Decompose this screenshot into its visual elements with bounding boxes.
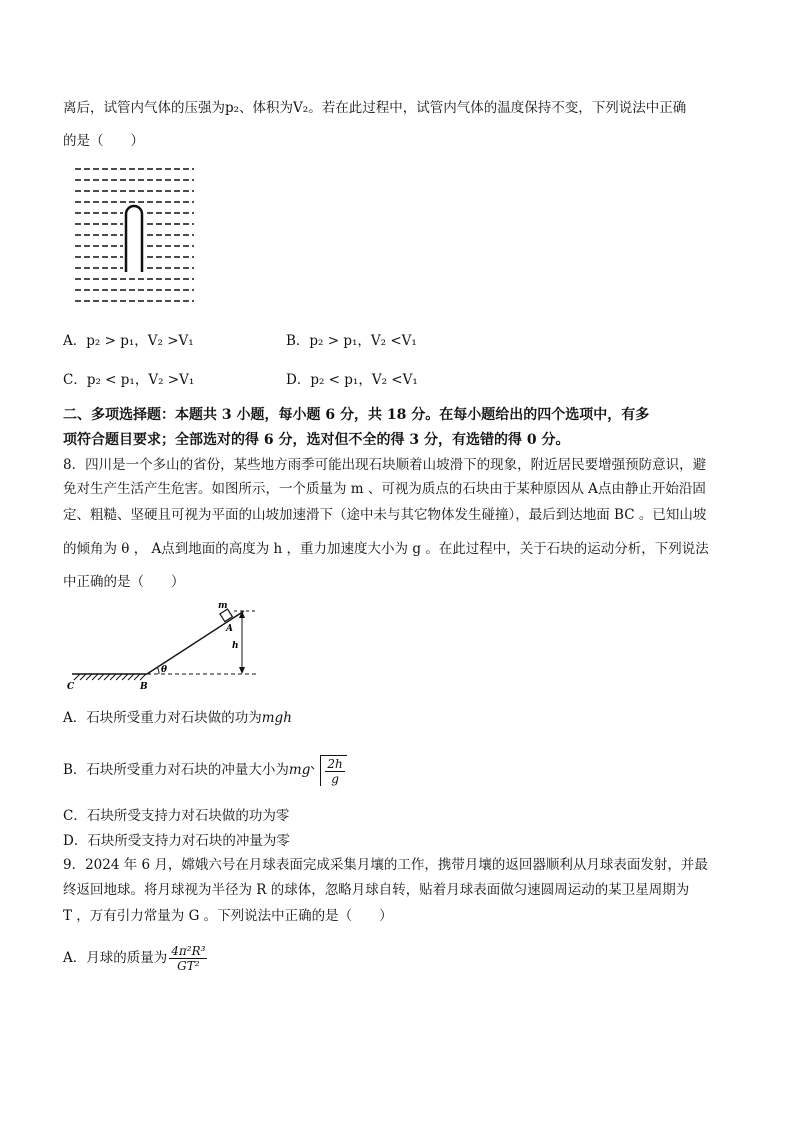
- q8-option-a-math: mgh: [261, 710, 292, 726]
- q7-option-c: C．p₂ < p₁，V₂ >V₁: [63, 372, 195, 388]
- q8-option-b: [63, 755, 347, 786]
- q8-option-b-numerator: 2h: [327, 757, 343, 771]
- q7-option-d: D．p₂ < p₁，V₂ <V₁: [286, 372, 418, 388]
- q7-option-b: B．p₂ > p₁，V₂ <V₁: [286, 333, 417, 349]
- q8-line-3: 定、粗糙、坚硬且可视为平面的山坡加速滑下（途中未与其它物体发生碰撞），最后到达地面 BC 。已知山坡: [63, 507, 707, 523]
- q9-line-1: 9．2024 年 6 月，嫦娥六号在月球表面完成采集月壤的工作，携带月壤的返回器顺利从月球表面发射，并最: [63, 857, 708, 873]
- intro-line-2: 的是（ ）: [63, 133, 144, 149]
- q8-option-a: [63, 708, 292, 728]
- label-b: B: [140, 682, 148, 692]
- q9-line-2: 终返回地球。将月球视为半径为 R 的球体，忽略月球自转，贴着月球表面做匀速圆周运动的某卫星周期为: [63, 882, 690, 898]
- slope-figure: [62, 598, 267, 694]
- sqrt-symbol: [310, 755, 346, 786]
- label-c: C: [67, 682, 75, 692]
- q9-option-a-numerator: 4π²R³: [171, 944, 206, 958]
- label-a: A: [226, 624, 233, 634]
- intro-line-1: 离后，试管内气体的压强为p₂、体积为V₂。若在此过程中，试管内气体的温度保持不变，下列说法中正确: [63, 100, 687, 116]
- q9-option-a-text: A．月球的质量为: [63, 950, 168, 966]
- q8-option-a-text: A．石块所受重力对石块做的功为: [63, 710, 262, 726]
- q8-option-b-prefix: mg: [288, 762, 311, 778]
- section2-heading-line-2: 项符合题目要求；全部选对的得 6 分，选对但不全的得 3 分，有选错的得 0 分。: [63, 432, 570, 448]
- q8-option-b-text: B．石块所受重力对石块的冲量大小为: [63, 762, 289, 778]
- q9-line-3: T ，万有引力常量为 G 。下列说法中正确的是（ ）: [63, 908, 393, 924]
- q8-option-d: D．石块所受支持力对石块的冲量为零: [63, 833, 290, 849]
- label-m: m: [218, 601, 228, 611]
- q8-line-2: 免对生产生活产生危害。如图所示，一个质量为 m 、可视为质点的石块由于某种原因从 A点由静止开始沿固: [63, 481, 706, 497]
- label-h: h: [232, 641, 239, 651]
- q8-line-1: 8．四川是一个多山的省份，某些地方雨季可能出现石块顺着山坡滑下的现象，附近居民要增强预防意识，避: [63, 457, 707, 473]
- q8-option-b-denominator: g: [331, 772, 339, 786]
- q8-line-5: 中正确的是（ ）: [63, 574, 185, 590]
- label-theta: θ: [161, 665, 168, 675]
- q8-option-c: C．石块所受支持力对石块做的功为零: [63, 808, 290, 824]
- q8-line-4: 的倾角为 θ ， A点到地面的高度为 h ，重力加速度大小为 g 。在此过程中，关于石块的运动分析，下列说法: [63, 541, 709, 557]
- q7-option-a: A．p₂ > p₁，V₂ >V₁: [63, 333, 194, 349]
- q9-option-a-denominator: GT²: [177, 959, 200, 973]
- section2-heading-line-1: 二、多项选择题：本题共 3 小题，每小题 6 分，共 18 分。在每小题给出的四个选项中，有多: [63, 407, 650, 423]
- test-tube-figure: [72, 164, 197, 309]
- q9-option-a: [63, 940, 207, 976]
